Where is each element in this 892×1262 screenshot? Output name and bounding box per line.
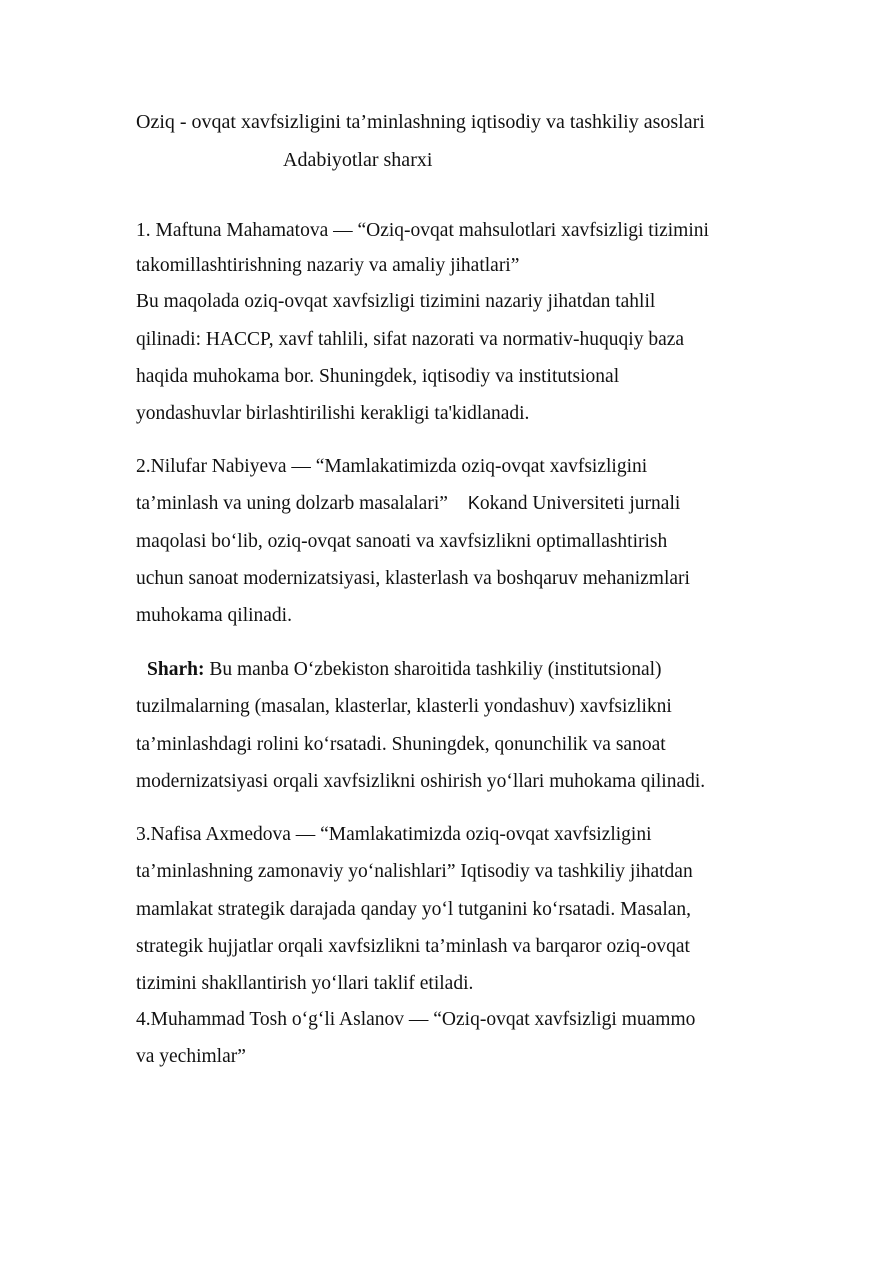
entry3-line: mamlakat strategik darajada qanday yo‘l tutganini ko‘rsatadi. Masalan, xyxy=(136,899,692,920)
entry4-line: 4.Muhammad Tosh o‘g‘li Aslanov — “Oziq-ovqat xavfsizligi muammo xyxy=(136,1009,696,1030)
commentary-text: Bu manba O‘zbekiston sharoitida tashkiliy (institutsional) xyxy=(204,659,662,680)
entry4-line: va yechimlar” xyxy=(136,1046,246,1067)
entry2-title-end: ta’minlash va uning dolzarb masalalari” xyxy=(136,493,448,514)
entry1-line: haqida muhokama bor. Shuningdek, iqtisodiy va institutsional xyxy=(136,366,620,387)
document-title: Oziq - ovqat xavfsizligini ta’minlashning iqtisodiy va tashkiliy asoslari xyxy=(136,111,705,133)
entry1-line: Bu maqolada oziq-ovqat xavfsizligi tizimini nazariy jihatdan tahlil xyxy=(136,291,656,312)
entry3-line: ta’minlashning zamonaviy yo‘nalishlari” Iqtisodiy va tashkiliy jihatdan xyxy=(136,861,693,882)
entry2-k-letter: K xyxy=(467,493,480,513)
entry3-line: strategik hujjatlar orqali xavfsizlikni ta’minlash va barqaror oziq-ovqat xyxy=(136,936,690,957)
entry2-line: maqolasi bo‘lib, oziq-ovqat sanoati va xavfsizlikni optimallashtirish xyxy=(136,531,668,552)
commentary-line: ta’minlashdagi rolini ko‘rsatadi. Shuningdek, qonunchilik va sanoat xyxy=(136,734,666,755)
entry1-line: qilinadi: HACCP, xavf tahlili, sifat nazorati va normativ-huquqiy baza xyxy=(136,329,685,350)
commentary-line xyxy=(147,660,662,680)
entry1-line: yondashuvlar birlashtirilishi kerakligi ta'kidlanadi. xyxy=(136,403,530,424)
entry2-line: uchun sanoat modernizatsiyasi, klasterlash va boshqaruv mehanizmlari xyxy=(136,568,690,589)
entry2-line xyxy=(136,494,680,514)
commentary-label: Sharh: xyxy=(147,659,205,680)
commentary-line: modernizatsiyasi orqali xavfsizlikni oshirish yo‘llari muhokama qilinadi. xyxy=(136,771,706,792)
entry3-line: tizimini shakllantirish yo‘llari taklif etiladi. xyxy=(136,973,474,994)
entry2-journal: okand Universiteti jurnali xyxy=(479,493,681,514)
entry1-line: 1. Maftuna Mahamatova — “Oziq-ovqat mahsulotlari xavfsizligi tizimini xyxy=(136,220,709,241)
commentary-line: tuzilmalarning (masalan, klasterlar, klasterli yondashuv) xavfsizlikni xyxy=(136,696,672,717)
entry2-line: muhokama qilinadi. xyxy=(136,605,292,626)
entry2-line: 2.Nilufar Nabiyeva — “Mamlakatimizda oziq-ovqat xavfsizligini xyxy=(136,456,648,477)
entry1-line: takomillashtirishning nazariy va amaliy jihatlari” xyxy=(136,255,520,276)
entry3-line: 3.Nafisa Axmedova — “Mamlakatimizda oziq-ovqat xavfsizligini xyxy=(136,824,652,845)
document-subtitle: Adabiyotlar sharxi xyxy=(283,149,433,171)
